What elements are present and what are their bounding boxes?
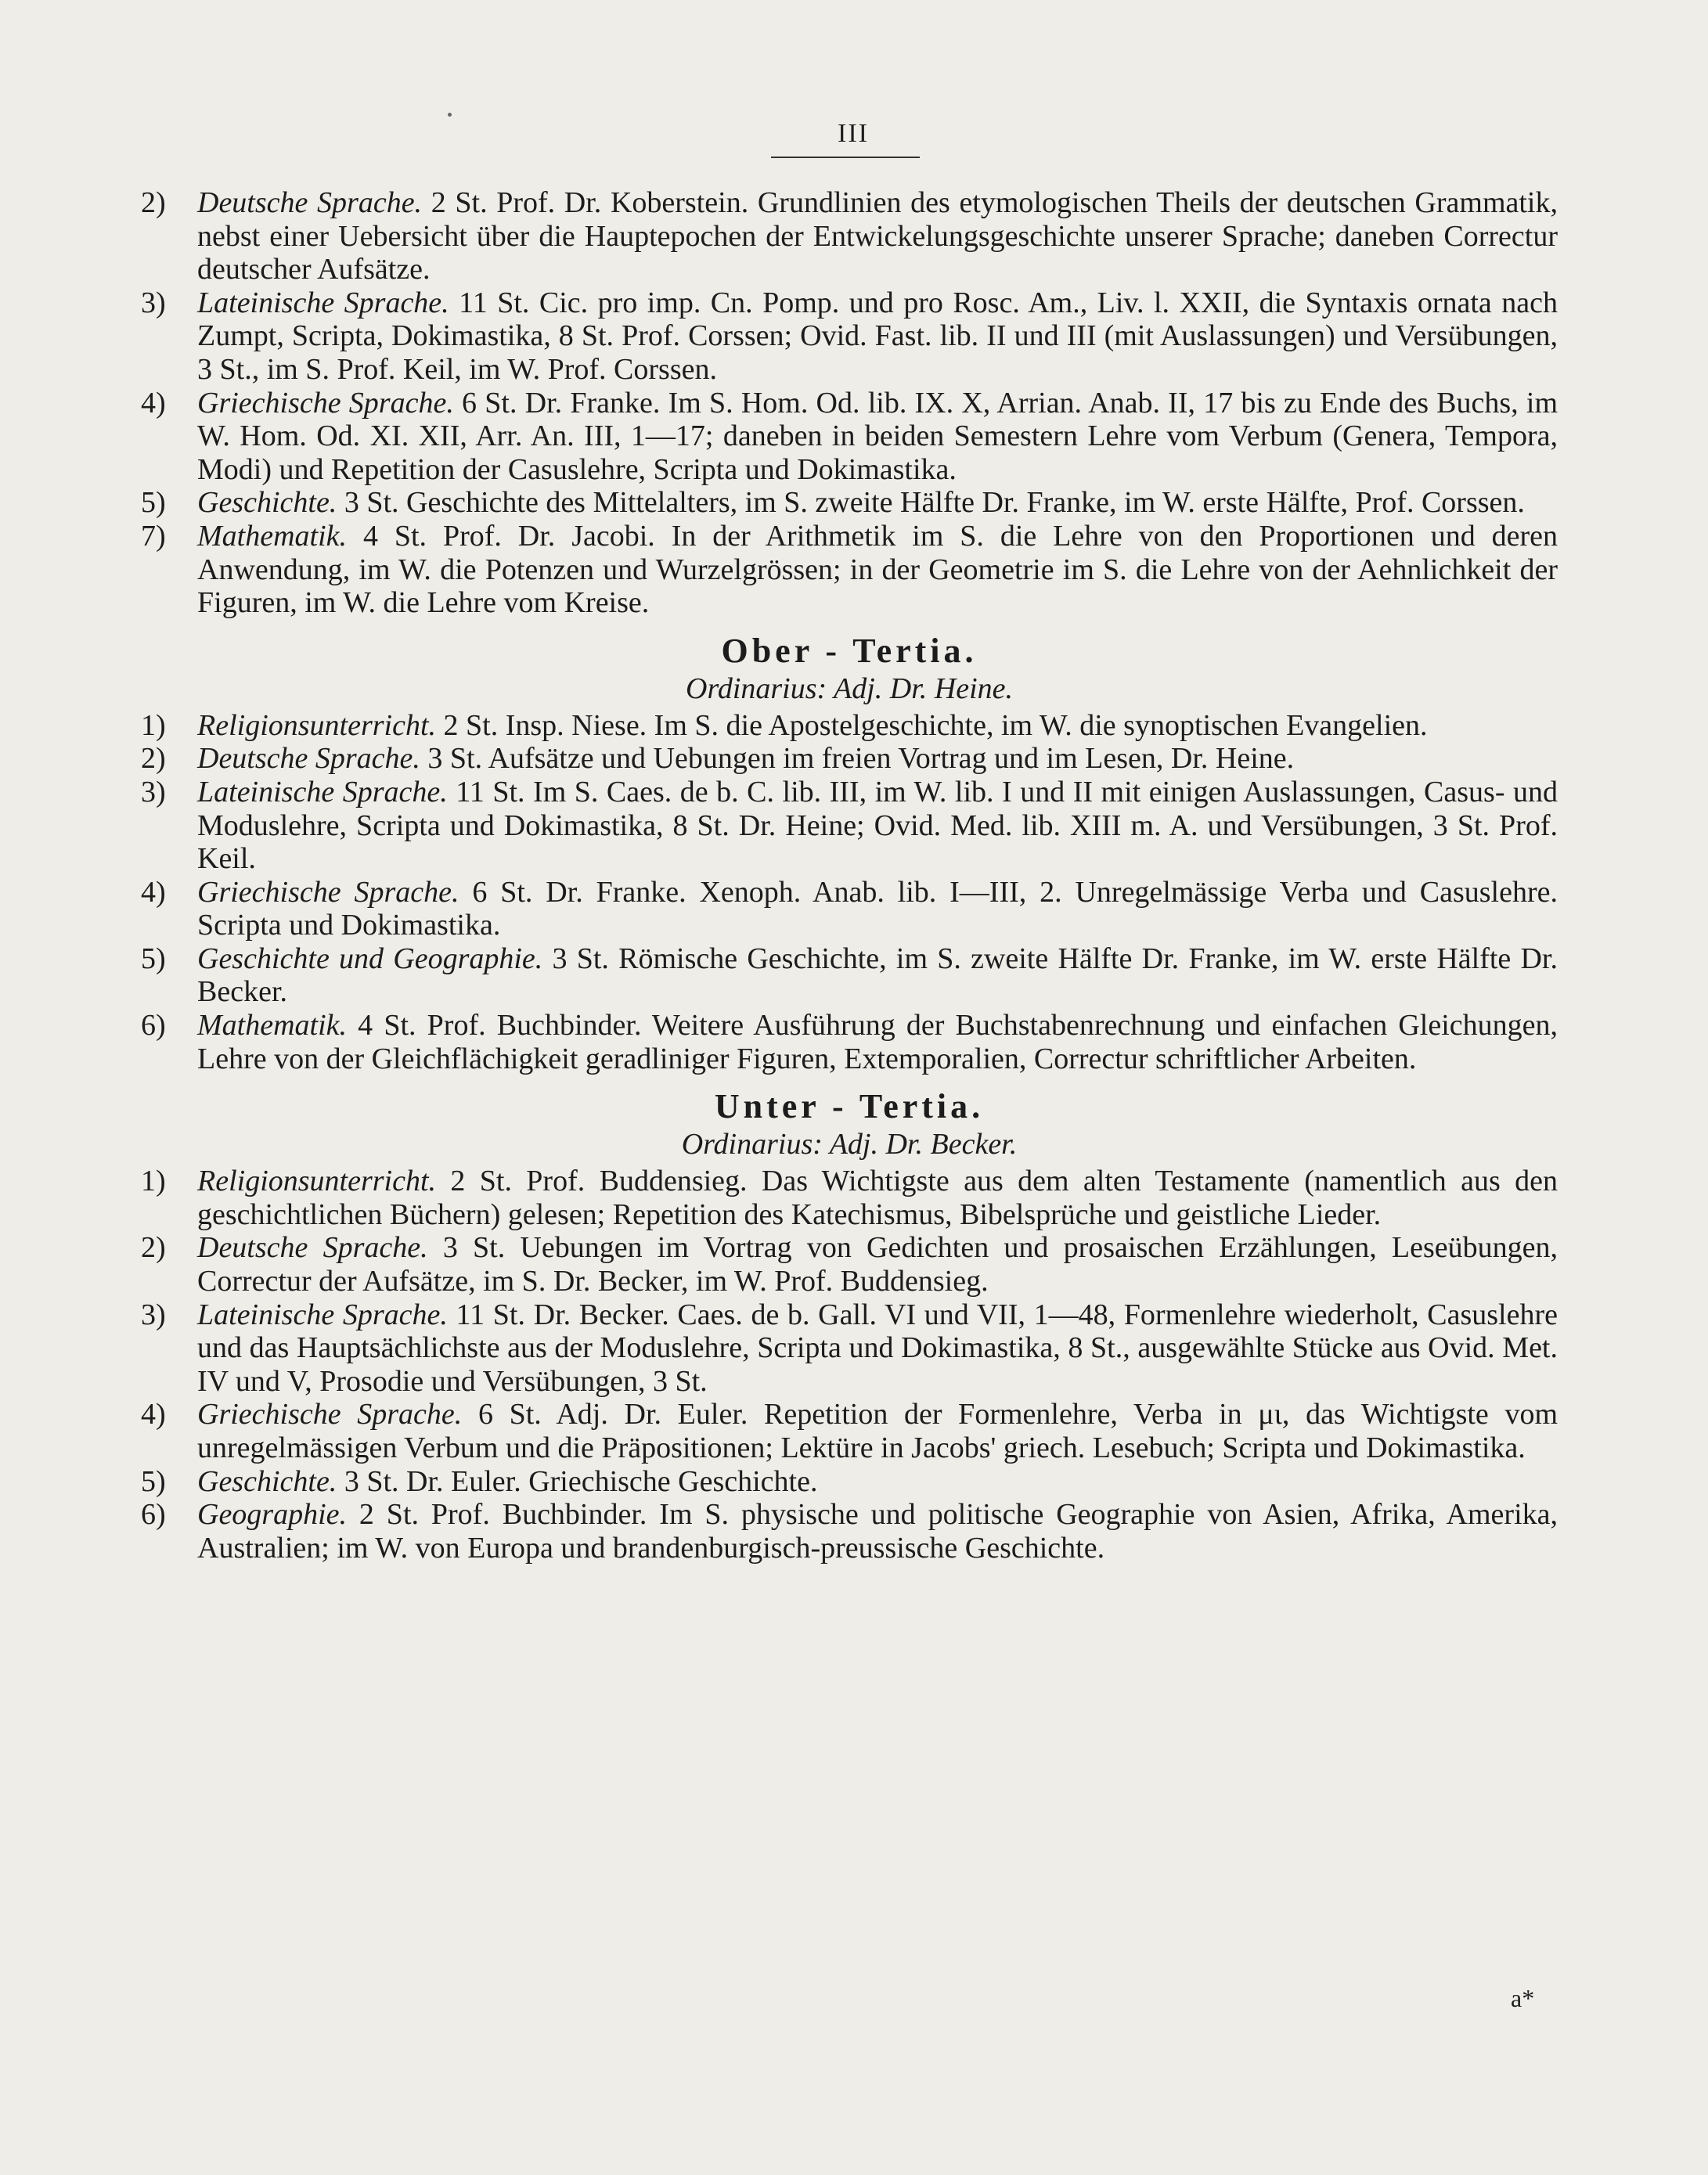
entry-subject: Lateinische Sprache.	[197, 775, 448, 808]
entry-subject: Geschichte und Geographie.	[197, 942, 543, 975]
ordinarius-unter-tertia: Ordinarius: Adj. Dr. Becker.	[681, 1128, 1018, 1161]
entry-text: 4 St. Prof. Buchbinder. Weitere Ausführung der Buchstabenrechnung und einfachen Gleichungen, Lehre von der Gleichflächigkeit geradliniger Figuren, Extemporalien, Correctur schriftlicher Arbeiten.	[197, 1009, 1558, 1075]
entry-subject: Geschichte.	[197, 1464, 337, 1498]
section-title-unter-tertia: Unter - Tertia.	[714, 1087, 985, 1126]
entry-subject: Deutsche Sprache.	[197, 186, 423, 219]
entry-number: 3 )	[141, 1298, 194, 1332]
entry-subject: Lateinische Sprache.	[197, 286, 449, 319]
entry	[141, 742, 1558, 776]
entry-text: 2 St. Insp. Niese. Im S. die Apostelgeschichte, im W. die synoptischen Evangelien.	[443, 708, 1428, 742]
entry-subject: Religionsunterricht.	[197, 708, 437, 742]
entry-text: 3 St. Aufsätze und Uebungen im freien Vortrag und im Lesen, Dr. Heine.	[427, 742, 1295, 776]
entry-text: 2 St. Prof. Buchbinder. Im S. physische und politische Geographie von Asien, Afrika, Amerika, Australien; im W. von Europa und brandenburgisch-preussische Geschichte.	[197, 1498, 1558, 1565]
entry-subject: Religionsunterricht.	[197, 1165, 437, 1198]
entry	[141, 1009, 1558, 1075]
entry-text: 3 St. Römische Geschichte, im S. zweite Hälfte Dr. Franke, im W. erste Hälfte Dr. Becker.	[197, 942, 1558, 1009]
entry-subject: Griechische Sprache.	[197, 386, 454, 420]
entry-number: 2 )	[141, 1231, 194, 1265]
entry-text: 11 St. Cic. pro imp. Cn. Pomp. und pro Rosc. Am., Liv. l. XXII, die Syntaxis ornata nach Zumpt, Scripta, Dokimastika, 8 St. Prof. Corssen; Ovid. Fast. lib. II und III (mit Auslassungen) und Versübungen, 3 St., im S. Prof. Keil, im W. Prof. Corssen.	[197, 286, 1558, 386]
entry-subject: Mathematik.	[197, 1009, 348, 1042]
entry-text: 11 St. Dr. Becker. Caes. de b. Gall. VI und VII, 1—48, Formenlehre wiederholt, Casuslehre und das Hauptsächlichste aus der Moduslehre, Scripta und Dokimastika, 8 St., ausgewählte Stücke aus Ovid. Met. IV und V, Prosodie und Versübungen, 3 St.	[197, 1298, 1558, 1398]
entry-text: 6 St. Dr. Franke. Xenoph. Anab. lib. I—III, 2. Unregelmässige Verba und Casuslehre. Scripta und Dokimastika.	[197, 875, 1558, 942]
entry-text: 4 St. Prof. Dr. Jacobi. In der Arithmetik im S. die Lehre von den Proportionen und deren Anwendung, im W. die Potenzen und Wurzelgrössen; in der Geometrie im S. die Lehre von der Aehnlichkeit der Figuren, im W. die Lehre vom Kreise.	[197, 519, 1558, 620]
entry-text: 3 St. Geschichte des Mittelalters, im S. zweite Hälfte Dr. Franke, im W. erste Hälfte, Prof. Corssen.	[344, 486, 1525, 520]
entry-number: 7 )	[141, 520, 194, 553]
page-number-rule	[771, 157, 920, 158]
entry-subject: Griechische Sprache.	[197, 1398, 463, 1431]
entry	[141, 942, 1558, 1009]
entry-subject: Geographie.	[197, 1498, 348, 1532]
entry-number: 3 )	[141, 776, 194, 809]
entry-subject: Mathematik.	[197, 519, 348, 553]
entry	[141, 1398, 1558, 1464]
ober-tertia-entries	[141, 709, 1558, 1076]
entry-subject: Griechische Sprache.	[197, 875, 459, 909]
entry-subject: Geschichte.	[197, 486, 337, 520]
section-title-ober-tertia: Ober - Tertia.	[721, 631, 978, 670]
entry-number: 6 )	[141, 1009, 194, 1042]
entry-text: 11 St. Im S. Caes. de b. C. lib. III, im W. lib. I und II mit einigen Auslassungen, Casus- und Moduslehre, Scripta und Dokimastika, 8 St. Dr. Heine; Ovid. Med. lib. XIII m. A. und Versübungen, 3 St. Prof. Keil.	[197, 775, 1558, 876]
entry-number: 5 )	[141, 1465, 194, 1499]
ordinarius-ober-tertia: Ordinarius: Adj. Dr. Heine.	[686, 672, 1013, 705]
entry-number: 5 )	[141, 486, 194, 520]
entry-number: 1 )	[141, 1165, 194, 1198]
entry-text: 6 St. Adj. Dr. Euler. Repetition der Formenlehre, Verba in μι, das Wichtigste vom unregelmässigen Verbum und die Präpositionen; Lektüre in Jacobs' griech. Lesebuch; Scripta und Dokimastika.	[197, 1398, 1558, 1464]
entry-subject: Lateinische Sprache.	[197, 1298, 448, 1331]
entry-text: 3 St. Dr. Euler. Griechische Geschichte.	[344, 1464, 818, 1498]
entry-text: 2 St. Prof. Buddensieg. Das Wichtigste aus dem alten Testamente (namentlich aus den geschichtlichen Büchern) gelesen; Repetition des Katechismus, Bibelsprüche und geistliche Lieder.	[197, 1165, 1558, 1231]
entry	[141, 1498, 1558, 1565]
entry-number: 2 )	[141, 742, 194, 776]
entry	[141, 286, 1558, 387]
entry-number: 1 )	[141, 709, 194, 743]
page-number: III	[838, 119, 869, 148]
entry	[141, 1298, 1558, 1399]
entry	[141, 876, 1558, 942]
ink-speck	[448, 113, 452, 117]
entry	[141, 520, 1558, 620]
entry	[141, 1465, 1558, 1499]
entry-text: 2 St. Prof. Dr. Koberstein. Grundlinien des etymologischen Theils der deutschen Grammatik, nebst einer Uebersicht über die Hauptepochen der Entwickelungsgeschichte unserer Sprache; daneben Correctur deutscher Aufsätze.	[197, 186, 1558, 286]
entry-text: 3 St. Uebungen im Vortrag von Gedichten und prosaischen Erzählungen, Leseübungen, Correctur der Aufsätze, im S. Dr. Becker, im W. Prof. Buddensieg.	[197, 1231, 1558, 1298]
entry	[141, 709, 1558, 743]
entry-text: 6 St. Dr. Franke. Im S. Hom. Od. lib. IX. X, Arrian. Anab. II, 17 bis zu Ende des Buchs, im W. Hom. Od. XI. XII, Arr. An. III, 1—17; daneben in beiden Semestern Lehre vom Verbum (Genera, Tempora, Modi) und Repetition der Casuslehre, Scripta und Dokimastika.	[197, 386, 1558, 486]
entry	[141, 186, 1558, 286]
entry-subject: Deutsche Sprache.	[197, 1231, 428, 1265]
entry-number: 2 )	[141, 186, 194, 220]
entry-number: 5 )	[141, 942, 194, 976]
entry	[141, 486, 1558, 520]
entry-number: 3 )	[141, 286, 194, 320]
entry-number: 4 )	[141, 387, 194, 420]
top-entries	[141, 186, 1558, 620]
entry-number: 6 )	[141, 1498, 194, 1532]
unter-tertia-entries	[141, 1165, 1558, 1565]
entry-subject: Deutsche Sprache.	[197, 742, 420, 776]
entry	[141, 1165, 1558, 1231]
entry	[141, 387, 1558, 487]
signature-mark: a*	[1511, 1984, 1535, 2012]
entry	[141, 1231, 1558, 1298]
entry	[141, 776, 1558, 876]
entry-number: 4 )	[141, 876, 194, 909]
entry-number: 4 )	[141, 1398, 194, 1431]
page-content	[141, 186, 1558, 1565]
